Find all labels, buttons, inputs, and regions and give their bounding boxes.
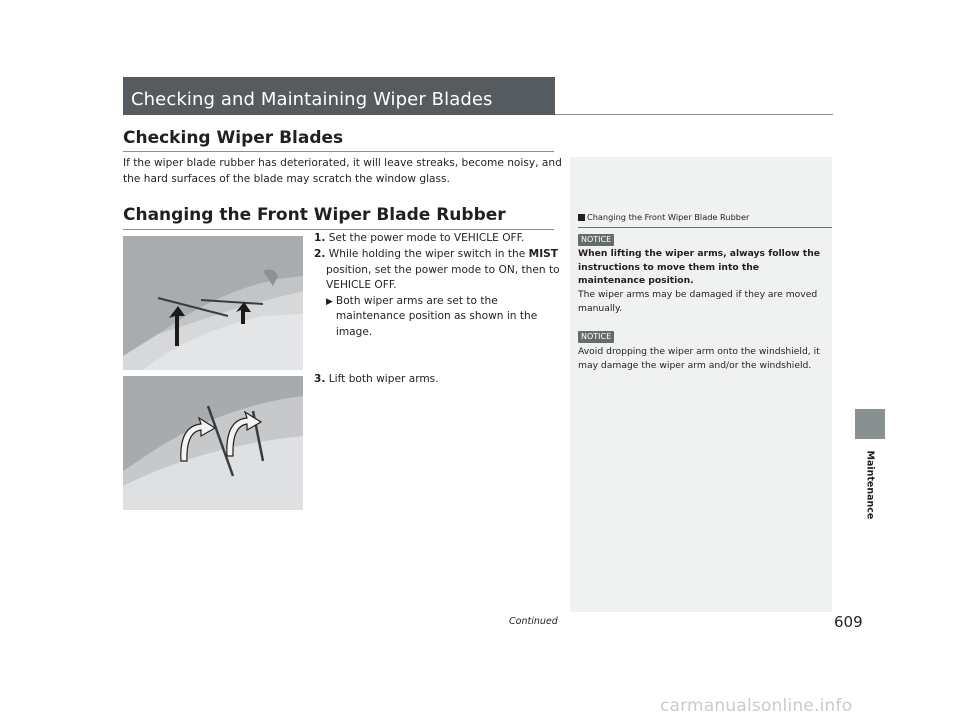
banner-rule [555, 114, 833, 115]
sidebar-rule [578, 227, 832, 228]
step-text: While holding the wiper switch in the [328, 248, 529, 260]
intro-paragraph: If the wiper blade rubber has deteriorated, it will leave streaks, become noisy, and the hard surfaces of the blade may scratch the window glass. [123, 157, 562, 185]
notice-2-text: Avoid dropping the wiper arm onto the windshield, it may damage the wiper arm and/or the windshield. [578, 346, 820, 371]
notice-1-bold-text: When lifting the wiper arms, always follow the instructions to move them into the maintenance position. [578, 248, 820, 286]
sidebar-heading: Changing the Front Wiper Blade Rubber [578, 212, 749, 222]
step-text: Lift both wiper arms. [328, 373, 439, 385]
lift-wiper-arms-illustration [123, 376, 303, 510]
chapter-tab-label: Maintenance [864, 450, 876, 520]
step-result [314, 294, 564, 341]
step-number: 2. [314, 248, 326, 260]
section-banner [123, 77, 555, 115]
changing-heading: Changing the Front Wiper Blade Rubber [123, 205, 506, 225]
page-number: 609 [834, 613, 863, 631]
divider [123, 229, 554, 230]
banner-title: Checking and Maintaining Wiper Blades [131, 89, 493, 110]
notice-badge: NOTICE [578, 234, 614, 246]
result-text: Both wiper arms are set to the maintenance position as shown in the image. [335, 294, 538, 338]
step-text: Set the power mode to VEHICLE OFF. [328, 232, 525, 244]
chapter-tab [855, 409, 885, 439]
step-1 [314, 231, 564, 247]
watermark: carmanualsonline.info [660, 696, 853, 716]
continued-label: Continued [509, 616, 558, 627]
step-2 [314, 247, 564, 340]
checking-heading: Checking Wiper Blades [123, 128, 344, 148]
reference-marker-icon [578, 214, 585, 221]
result-arrow-icon: ▶ [326, 296, 333, 307]
notes-sidebar [570, 157, 832, 612]
mist-label: MIST [528, 248, 558, 260]
wiper-maintenance-illustration [123, 236, 303, 370]
divider [123, 151, 554, 152]
step-number: 3. [314, 373, 326, 385]
step-3 [314, 372, 564, 388]
step-text-continued: position, set the power mode to ON, then to VEHICLE OFF. [326, 263, 560, 291]
step-number: 1. [314, 232, 326, 244]
notice-1-text: The wiper arms may be damaged if they are moved manually. [578, 289, 818, 314]
notice-badge: NOTICE [578, 331, 614, 343]
